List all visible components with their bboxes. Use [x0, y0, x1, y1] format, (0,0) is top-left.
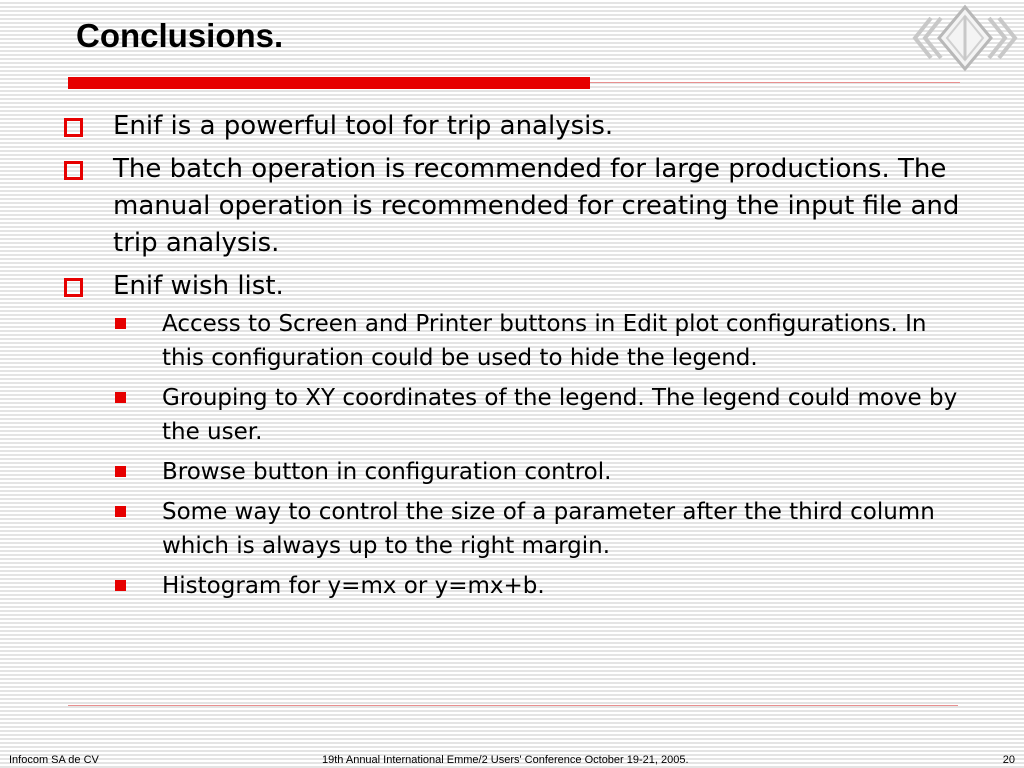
- footer-conference: 19th Annual International Emme/2 Users' Conference October 19-21, 2005.: [322, 754, 689, 766]
- footer-divider: [68, 705, 958, 706]
- bullet-text: Enif is a powerful tool for trip analysis.: [113, 111, 614, 141]
- filled-square-bullet-icon: [115, 506, 126, 517]
- bullet-text: Enif wish list.: [113, 271, 284, 301]
- bullet-item: [62, 151, 962, 262]
- bullet-item: [62, 268, 962, 305]
- footer-company: Infocom SA de CV: [9, 754, 99, 766]
- infocom-diamond-logo-icon: [905, 4, 1023, 72]
- hollow-square-bullet-icon: [64, 278, 83, 297]
- slide-title: Conclusions.: [76, 17, 284, 54]
- hollow-square-bullet-icon: [64, 118, 83, 137]
- sub-bullet-text: Grouping to XY coordinates of the legend. The legend could move by the user.: [162, 385, 958, 445]
- sub-bullet-text: Some way to control the size of a parameter after the third column which is always up to the right margin.: [162, 499, 935, 559]
- slide-body: [62, 108, 962, 603]
- bullet-item: [62, 108, 962, 145]
- sub-bullet-item: [162, 495, 962, 563]
- filled-square-bullet-icon: [115, 392, 126, 403]
- filled-square-bullet-icon: [115, 580, 126, 591]
- sub-bullet-text: Browse button in configuration control.: [162, 459, 612, 485]
- sub-bullet-item: [162, 569, 962, 603]
- title-underline-red: [68, 77, 590, 89]
- sub-bullet-item: [162, 307, 962, 375]
- footer-page-number: 20: [1002, 754, 1015, 766]
- sub-bullet-item: [162, 381, 962, 449]
- filled-square-bullet-icon: [115, 318, 126, 329]
- sub-bullet-item: [162, 455, 962, 489]
- bullet-text: The batch operation is recommended for large productions. The manual operation is recommended for creating the input file and trip analysis.: [113, 154, 960, 258]
- filled-square-bullet-icon: [115, 466, 126, 477]
- sub-bullet-text: Access to Screen and Printer buttons in Edit plot configurations. In this configuration could be used to hide the legend.: [162, 311, 927, 371]
- hollow-square-bullet-icon: [64, 161, 83, 180]
- sub-bullet-text: Histogram for y=mx or y=mx+b.: [162, 573, 545, 599]
- title-underline-thin: [590, 82, 960, 83]
